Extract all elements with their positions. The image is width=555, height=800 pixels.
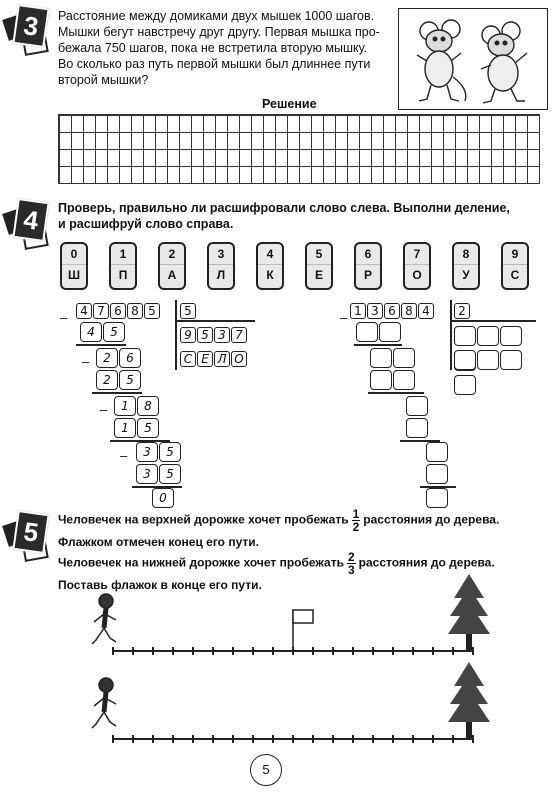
right-divisor: 2: [454, 303, 470, 319]
cipher-key: [60, 242, 530, 290]
key-card: 4 К: [256, 242, 284, 290]
left-quotient: 9 5 3 7: [180, 326, 248, 344]
track-tick: [232, 647, 234, 655]
track-tick: [152, 735, 154, 743]
key-card: 2 А: [158, 242, 186, 290]
track-tick: [292, 647, 294, 655]
track-tick: [472, 735, 474, 743]
flag-icon: [290, 608, 320, 650]
tree-top-icon: [446, 572, 492, 652]
track-tick: [332, 647, 334, 655]
track-tick: [172, 647, 174, 655]
track-tick: [332, 735, 334, 743]
track-tick: [132, 735, 134, 743]
solution-label: Решение: [262, 97, 317, 111]
track-tick: [272, 647, 274, 655]
key-card: 0 Ш: [60, 242, 88, 290]
track-tick: [392, 647, 394, 655]
track-tick: [432, 735, 434, 743]
left-decoded-word[interactable]: С Е Л О: [180, 350, 248, 368]
tree-bottom-icon: [446, 660, 492, 740]
mice-illustration: [398, 8, 548, 110]
track-tick: [212, 735, 214, 743]
task-5-text: Человечек на верхней дорожке хочет пробежать $\frac{1}{2}$ расстояния до дерева. Флажком отмечен конец его пути. Человечек на нижней дорожке хочет пробежать $\frac{2}{3}$ расстояния до дерева. Поставь флажок в конце его пути.: [58, 507, 500, 592]
right-division: – 1 3 6 8 4 2: [340, 300, 540, 510]
track-tick: [472, 647, 474, 655]
key-card: 1 П: [109, 242, 137, 290]
track-tick: [352, 735, 354, 743]
left-dividend: 4 7 6 8 5: [76, 302, 161, 320]
page-number: 5: [250, 754, 282, 786]
solution-grid[interactable]: [58, 114, 540, 184]
track-tick: [452, 647, 454, 655]
runner-bottom-figure: [88, 676, 122, 736]
track-tick: [372, 735, 374, 743]
track-tick: [112, 647, 114, 655]
task-5-number-badge: [5, 512, 49, 556]
track-tick: [432, 647, 434, 655]
track-tick: [272, 735, 274, 743]
key-card: 8 У: [452, 242, 480, 290]
track-tick: [232, 735, 234, 743]
key-card: 5 Е: [305, 242, 333, 290]
track-tick: [352, 647, 354, 655]
track-tick: [312, 735, 314, 743]
track-tick: [112, 735, 114, 743]
task-3-number-badge: [5, 6, 49, 50]
track-tick: [452, 735, 454, 743]
task-4-text: Проверь, правильно ли расшифровали слово слева. Выполни деление, и расшифруй слово справа.: [58, 201, 510, 231]
key-card: 6 Р: [354, 242, 382, 290]
task-3-number: 3: [12, 4, 49, 48]
track-tick: [212, 647, 214, 655]
right-word-boxes[interactable]: [454, 350, 540, 400]
task-3-text: Расстояние между домиками двух мышек 1000 шагов. Мышки бегут навстречу друг другу. Первая мышка про- бежала 750 шагов, пока не встретила вторую мышку. Во сколько раз путь первой мышки был длиннее пути второй мышки?: [58, 9, 380, 87]
track-tick: [372, 647, 374, 655]
left-division: – 4 7 6 8 5 5 9 5 3 7 С Е Л О 4 5 – 2 6 2 5 – 1 8 1 5 – 3 5 3 5 0: [60, 300, 260, 510]
track-tick: [132, 647, 134, 655]
track-tick: [252, 735, 254, 743]
track-tick: [252, 647, 254, 655]
track-tick: [392, 735, 394, 743]
key-card: 3 Л: [207, 242, 235, 290]
track-tick: [152, 647, 154, 655]
key-card: 7 О: [403, 242, 431, 290]
task-4-number: 4: [12, 198, 49, 242]
track-tick: [312, 647, 314, 655]
left-divisor: 5: [180, 303, 196, 319]
key-card: 9 С: [501, 242, 529, 290]
track-tick: [292, 735, 294, 743]
track-tick: [192, 735, 194, 743]
track-tick: [172, 735, 174, 743]
track-tick: [192, 647, 194, 655]
track-tick: [412, 735, 414, 743]
task-4-number-badge: [5, 200, 49, 244]
track-tick: [412, 647, 414, 655]
right-dividend: 1 3 6 8 4: [350, 302, 435, 320]
runner-top-figure: [88, 592, 122, 652]
task-5-number: 5: [12, 510, 49, 554]
